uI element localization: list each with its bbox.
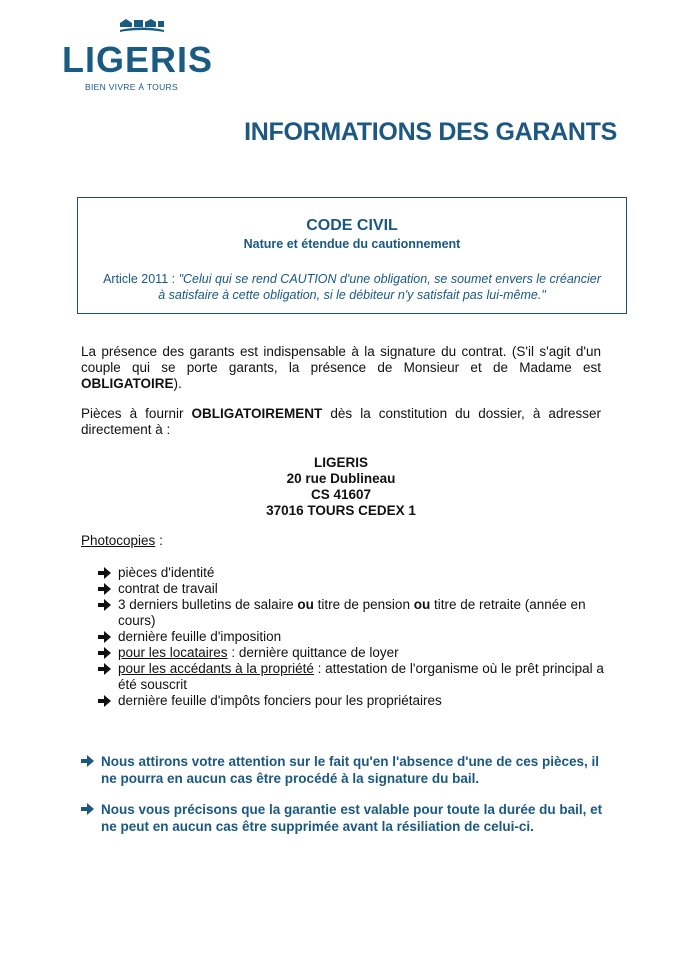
code-civil-subheading: Nature et étendue du cautionnement	[243, 237, 461, 251]
documents-list	[98, 565, 606, 709]
list-item	[98, 565, 606, 581]
arrow-right-icon	[81, 803, 94, 815]
list-item-text: titre de retraite (année en cours)	[118, 597, 586, 628]
photocopies-label: Photocopies	[81, 533, 156, 548]
intro-paragraph	[81, 344, 601, 392]
list-item	[98, 629, 606, 645]
article-quote	[102, 271, 602, 303]
list-item-text: dernière feuille d'impôts fonciers pour les propriétaires	[118, 693, 442, 708]
arrow-right-icon	[98, 583, 111, 595]
page-title: INFORMATIONS DES GARANTS	[244, 118, 617, 146]
arrow-right-icon	[98, 663, 111, 675]
arrow-right-icon	[81, 755, 94, 767]
list-item-or: ou	[413, 597, 431, 612]
list-item-text: : attestation de l'organisme où le prêt principal a été souscrit	[118, 661, 604, 692]
photocopies-heading	[81, 533, 163, 548]
address-line: 20 rue Dublineau	[286, 471, 396, 486]
list-item	[98, 581, 606, 597]
list-item	[98, 661, 606, 693]
list-item-text: : dernière quittance de loyer	[227, 645, 399, 660]
list-item-text: pièces d'identité	[118, 565, 215, 580]
list-item-label: pour les accédants à la propriété	[118, 661, 314, 676]
arrow-right-icon	[98, 567, 111, 579]
arrow-right-icon	[98, 647, 111, 659]
arrow-right-icon	[98, 599, 111, 611]
article-label: Article 2011 :	[103, 272, 176, 286]
list-item-text: titre de pension	[317, 597, 410, 612]
address-line: CS 41607	[310, 487, 372, 502]
code-civil-heading: CODE CIVIL	[306, 217, 398, 234]
address-line: 37016 TOURS CEDEX 1	[266, 503, 416, 518]
docs-text-start: Pièces à fournir	[81, 406, 184, 421]
list-item-or: ou	[297, 597, 314, 612]
postal-address	[81, 455, 601, 519]
list-item-text: 3 derniers bulletins de salaire	[118, 597, 294, 612]
notice-2	[81, 801, 607, 835]
notice-text: Nous attirons votre attention sur le fait qu'en l'absence d'une de ces pièces, il ne pourra en aucun cas être procédé à la signature du bail.	[101, 754, 600, 786]
photocopies-colon: :	[155, 533, 163, 548]
documents-paragraph	[81, 406, 601, 438]
list-item-text: dernière feuille d'imposition	[118, 629, 282, 644]
article-text: "Celui qui se rend CAUTION d'une obligation, se soumet envers le créancier à satisfaire à cette obligation, si le débiteur n'y satisfait pas lui-même."	[158, 272, 601, 302]
arrow-right-icon	[98, 695, 111, 707]
docs-text-end: dès la constitution du dossier, à adresser directement à :	[81, 406, 601, 437]
arrow-right-icon	[98, 631, 111, 643]
intro-end: ).	[173, 376, 182, 391]
intro-bold: OBLIGATOIRE	[81, 376, 174, 391]
list-item-label: pour les locataires	[118, 645, 228, 660]
intro-text: La présence des garants est indispensable à la signature du contrat. (S'il s'agit d'un couple qui se porte garants, la présence de Monsieur et de Madame est	[81, 344, 601, 375]
list-item	[98, 693, 606, 709]
list-item	[98, 597, 606, 629]
notice-text: Nous vous précisons que la garantie est valable pour toute la durée du bail, et ne peut en aucun cas être supprimée avant la résiliation de celui-ci.	[101, 802, 603, 834]
code-civil-box	[77, 197, 627, 314]
list-item-text: contrat de travail	[118, 581, 218, 596]
list-item	[98, 645, 606, 661]
notice-1	[81, 753, 607, 787]
logo-roofs-icon	[120, 18, 164, 34]
logo-wordmark: LIGERIS	[62, 39, 214, 80]
address-line: LIGERIS	[313, 455, 368, 470]
docs-bold: OBLIGATOIREMENT	[191, 406, 323, 421]
logo-tagline: BIEN VIVRE À TOURS	[85, 82, 178, 92]
